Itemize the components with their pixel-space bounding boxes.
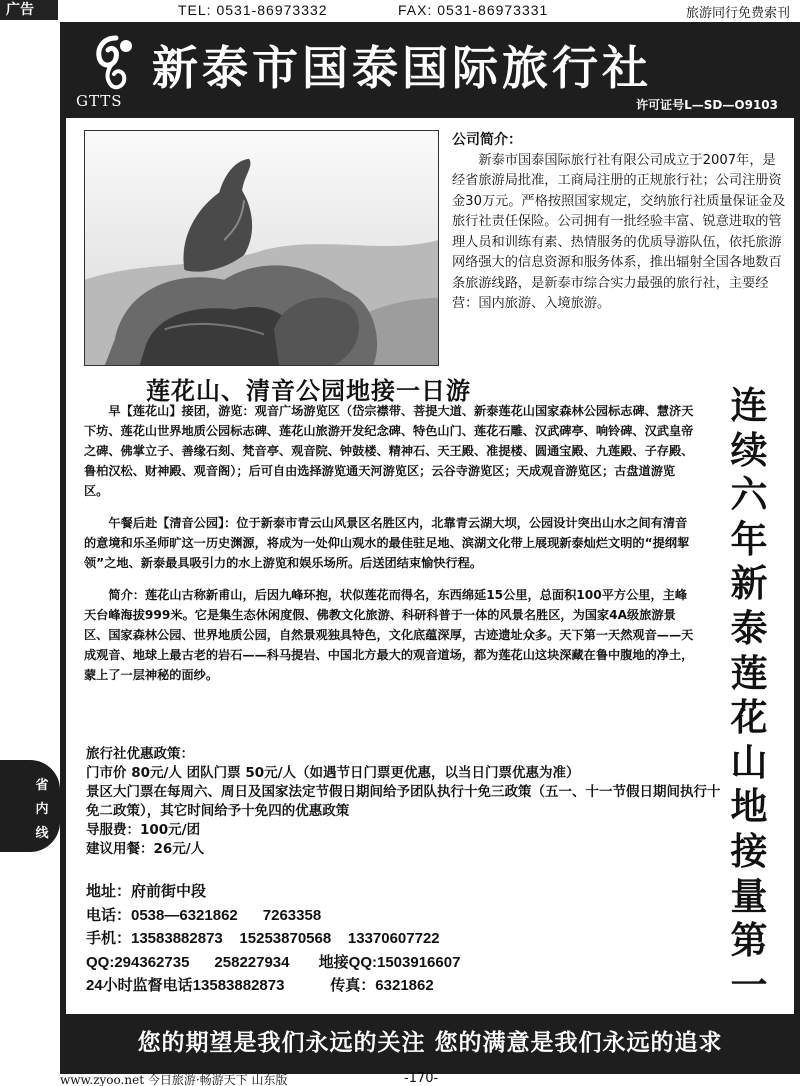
page-number: -170- [404, 1071, 439, 1086]
side-tab-char: 线 [35, 826, 49, 841]
company-intro [452, 130, 788, 315]
hotline-fax: 24小时监督电话13583882873 传真：6321862 [86, 977, 434, 995]
vertical-char: 山 [730, 740, 768, 784]
vertical-slogan [709, 384, 789, 1008]
intro-title: 公司简介： [452, 132, 522, 148]
gtts-logo-icon [90, 34, 140, 90]
vertical-char: 连 [730, 384, 768, 427]
itinerary-afternoon: 午餐后赴【清音公园】：位于新泰市青云山风景区名胜区内，北靠青云湖大坝，公园设计突出山水之间有清音的意境和乐圣师旷这一历史渊源，将成为一处仰山观水的最佳驻足地、滨湖文化带上展现新泰灿烂文明的“提纲挈领”之地、新泰最具吸引力的水上游览和娱乐场所。后送团结束愉快行程。 [84, 516, 690, 570]
footer-site: www.zyoo.net 今日旅游·畅游天下 山东版 [60, 1073, 288, 1086]
side-tab-char: 内 [35, 802, 49, 817]
ad-frame [60, 22, 800, 1074]
vertical-char: 量 [730, 874, 768, 918]
license-number: 许可证号L—SD—O9103 [636, 98, 778, 112]
policy-title: 旅行社优惠政策： [86, 746, 194, 762]
tour-title: 莲花山、清音公园地接一日游 [146, 377, 471, 405]
header [60, 22, 800, 118]
top-strip [0, 0, 800, 22]
logo-text: GTTS [76, 92, 123, 110]
intro-body: 新泰市国泰国际旅行社有限公司成立于2007年，是经省旅游局批准，工商局注册的正规旅行社；公司注册资金30万元。严格按照国家规定，交纳旅行社质量保证金及旅行社责任保险。公司拥有一批经验丰富、锐意进取的管理人员和训练有素、热情服务的优质导游队伍，依托旅游网络强大的信息资源和服务体系，推出辐射全国各地数百条旅游线路，是新泰市综合实力最强的旅行社，主要经营：国内旅游、入境旅游。 [452, 152, 786, 311]
vertical-char: 花 [730, 696, 768, 740]
vertical-char: 一 [730, 963, 768, 1007]
vertical-char: 新 [730, 562, 768, 606]
contact-info [86, 880, 706, 998]
address: 地址：府前街中段 [86, 883, 207, 900]
vertical-char: 莲 [730, 651, 768, 695]
fax: FAX: 0531-86973331 [398, 2, 549, 18]
phone: 电话：0538—6321862 7263358 [86, 906, 322, 924]
itinerary-morning: 早【莲花山】接团，游览：观音广场游览区（岱宗襟带、菩提大道、新泰莲花山国家森林公园标志碑、慧济天下坊、莲花山世界地质公园标志碑、莲花山旅游开发纪念碑、特色山门、莲花石雕、汉武碑亭、响铃碑、汉武皇帝之碑、佛掌立子、善缘石刻、梵音亭、观音院、钟鼓楼、精神石、天王殿、准提楼、圆通宝殿、九莲殿、子存殿、鲁柏汉松、财神殿、观音阁）；后可自由选择游览通天河游览区；云谷寺游览区；天成观音游览区；古盘道游览区。 [84, 404, 694, 498]
side-tab-provincial [0, 760, 60, 852]
scenic-intro: 简介：莲花山古称新甫山，后因九峰环抱，状似莲花而得名，东西绵延15公里，总面积100平方公里，主峰天台峰海拔999米。它是集生态休闲度假、佛教文化旅游、科研科普于一体的风景名胜区，为国家4A级旅游景区、国家森林公园、世界地质公园，自然景观独具特色，文化底蕴深厚，古迹遗址众多。天下第一天然观音——天成观音、地球上最古老的岩石——科马提岩、中国北方最大的观音道场，都为莲花山这块深藏在鲁中腹地的净土，蒙上了一层神秘的面纱。 [84, 588, 694, 682]
policy-meal: 建议用餐：26元/人 [86, 841, 205, 857]
vertical-char: 地 [730, 785, 768, 829]
vertical-char: 泰 [730, 606, 768, 650]
bottom-slogan: 您的期望是我们永远的关注 您的满意是我们永远的追求 [137, 1030, 723, 1056]
policy-guide-fee: 导服费：100元/团 [86, 822, 201, 838]
content-panel [66, 118, 794, 1014]
qq: QQ:294362735 258227934 地接QQ:1503916607 [86, 953, 461, 971]
lotus-mountain-rock-photo [84, 130, 439, 366]
index-label: 旅游同行免费索刊 [685, 6, 790, 21]
telephone: TEL: 0531-86973332 [178, 2, 328, 18]
vertical-char: 接 [730, 829, 768, 873]
ad-label: 广告 [0, 0, 58, 20]
mobile: 手机：13583882873 15253870568 13370607722 [86, 930, 440, 948]
vertical-char: 续 [730, 428, 768, 472]
vertical-char: 六 [730, 473, 768, 517]
side-tab-char: 省 [35, 778, 49, 793]
agency-name: 新泰市国泰国际旅行社 [152, 41, 652, 95]
policy-ticket-price: 门市价 80元/人 团队门票 50元/人（如遇节日门票更优惠，以当日门票优惠为准） [86, 765, 580, 781]
vertical-char: 年 [730, 517, 768, 561]
tour-description [84, 401, 696, 697]
vertical-char: 第 [730, 919, 768, 963]
policy-holiday-rule: 景区大门票在每周六、周日及国家法定节假日期间给予团队执行十免三政策（五一、十一节假日期间执行十免二政策），其它时间给予十免四的优惠政策 [86, 784, 721, 819]
discount-policy [86, 745, 726, 859]
